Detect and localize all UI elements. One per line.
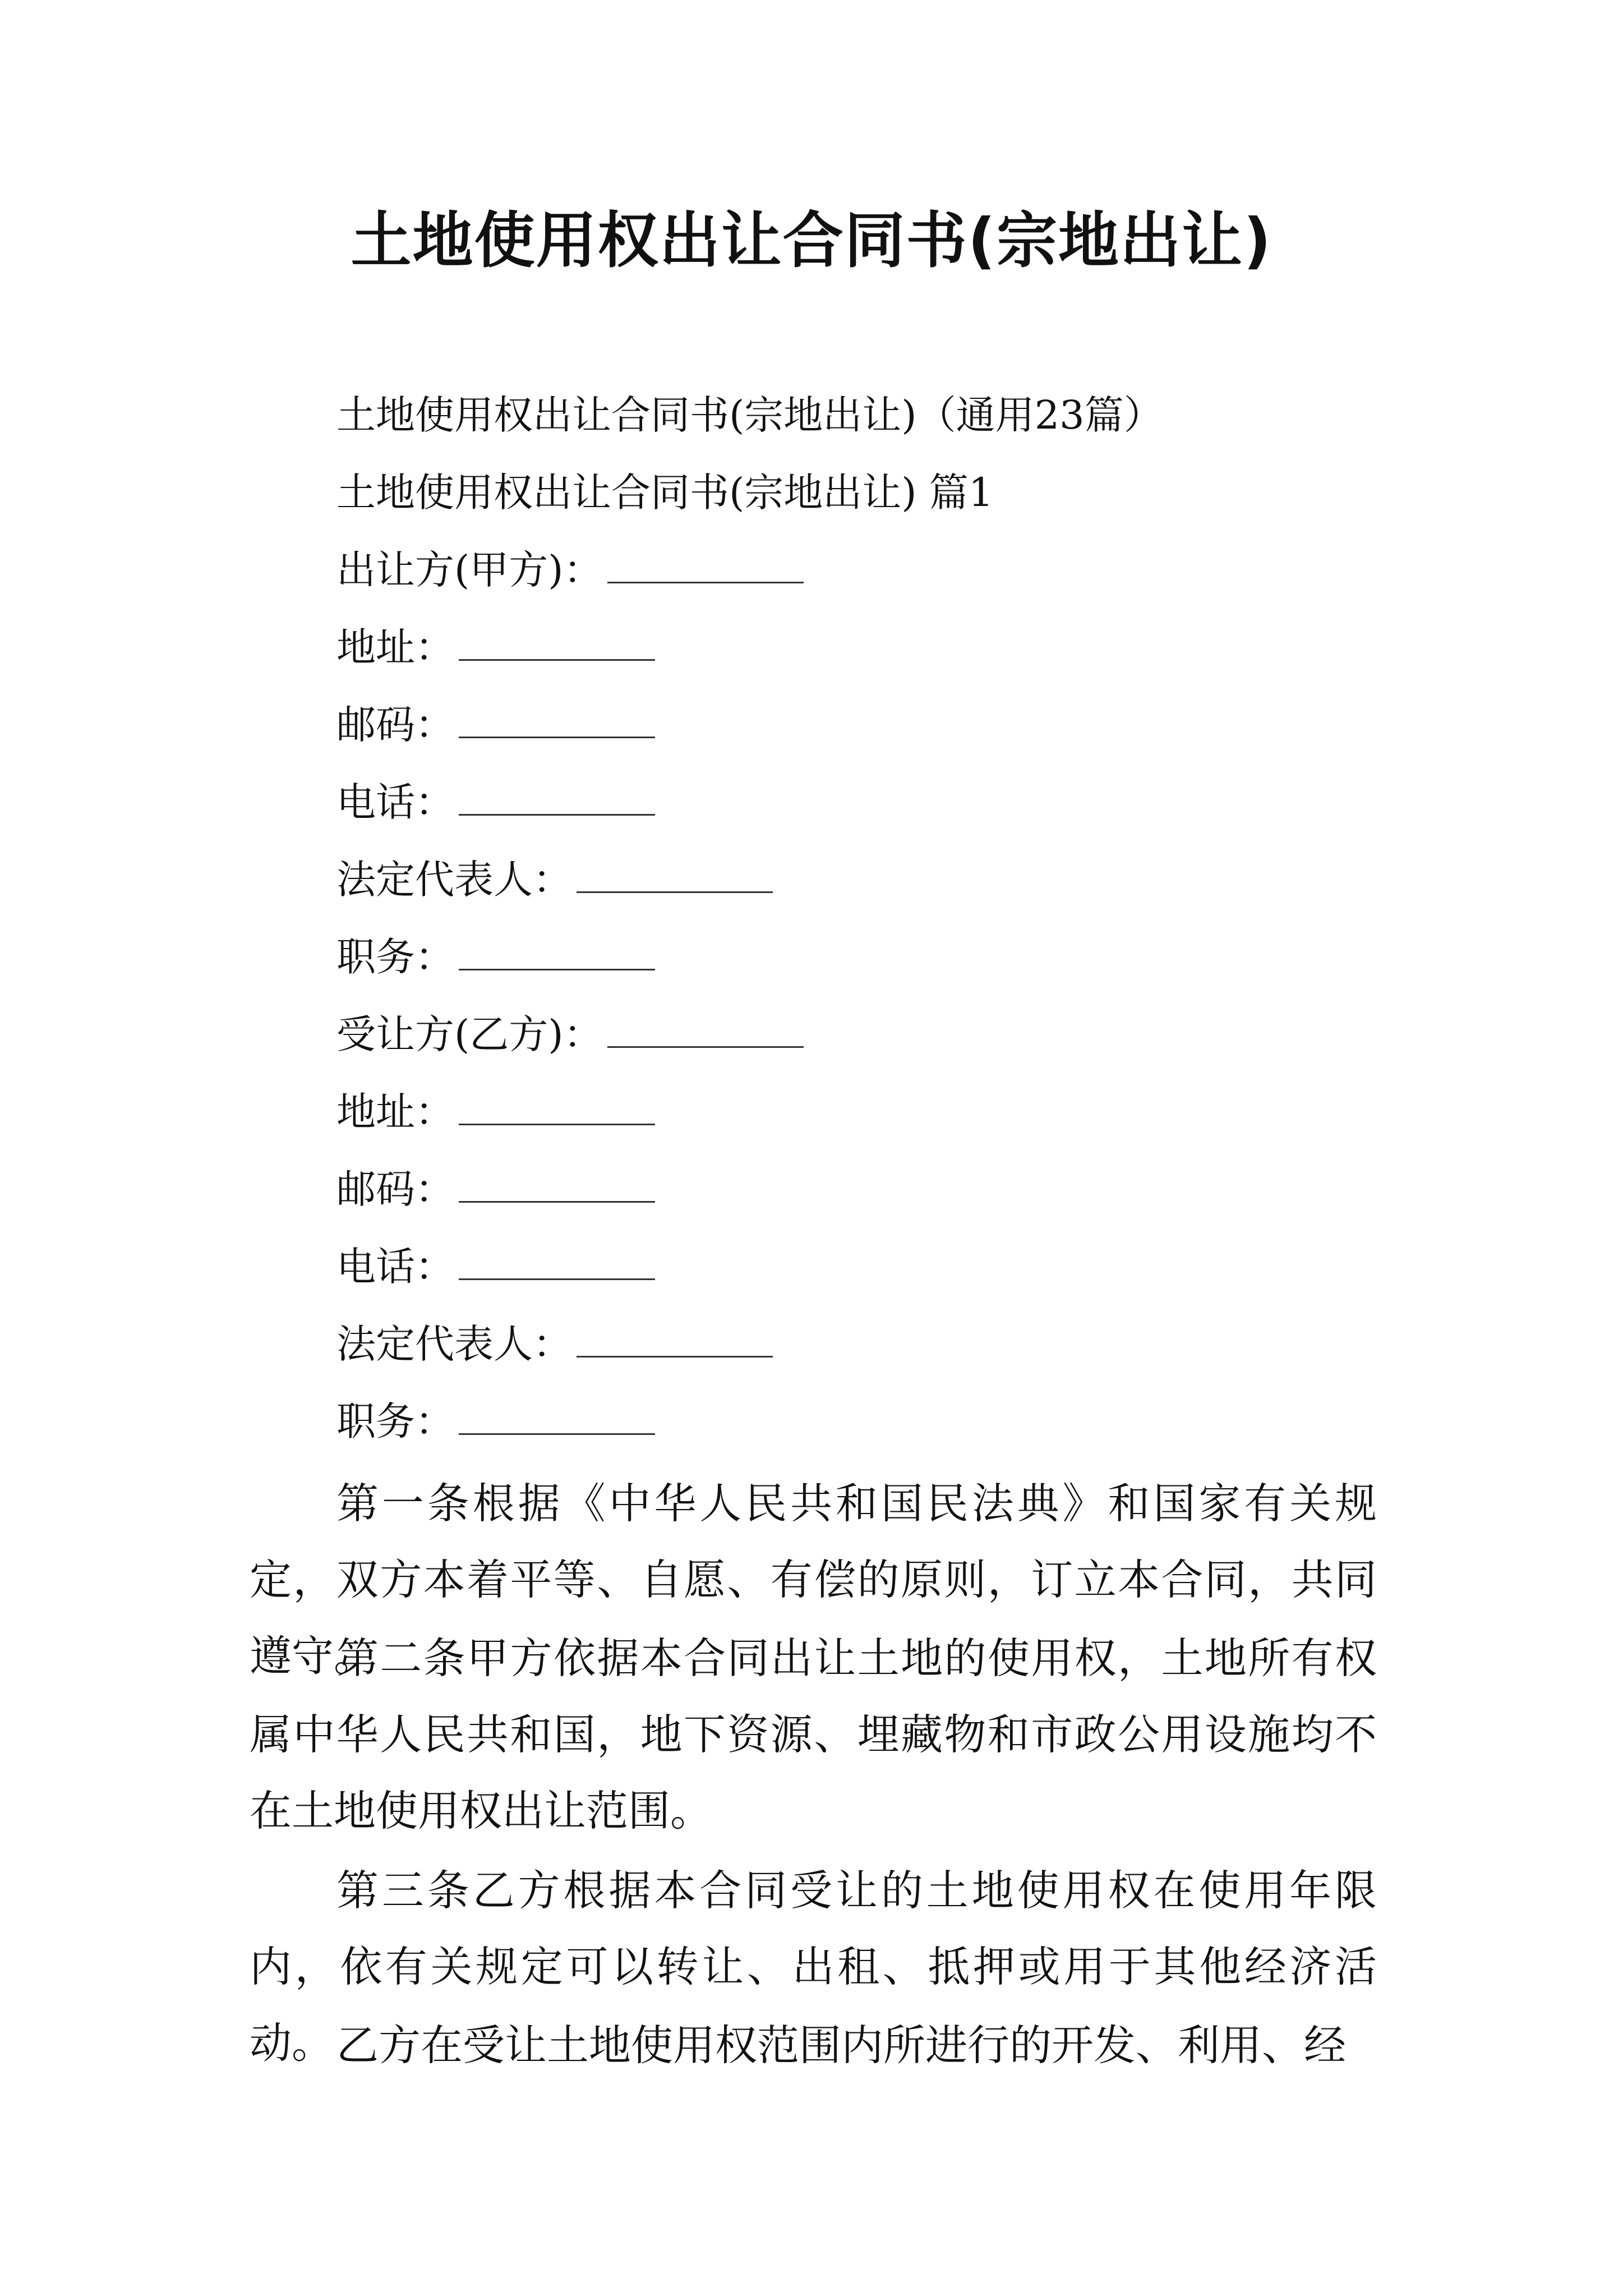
article-1: 第一条根据《中华人民共和国民法典》和国家有关规定，双方本着平等、自愿、有偿的原则，订立本合同，共同遵守。: [250, 1479, 1377, 1681]
party-b-legal-rep-label: 法定代表人：: [336, 1321, 572, 1367]
party-b-phone-label: 电话：: [336, 1244, 454, 1290]
party-a-phone-label: 电话：: [336, 779, 454, 825]
document-subtitle: [336, 387, 1163, 443]
party-b-legal-rep-blank: [577, 1322, 773, 1358]
party-a-row: [336, 542, 804, 598]
party-a-legal-rep-row: [336, 852, 773, 908]
party-b-position-label: 职务：: [336, 1398, 454, 1444]
section-heading-text: 土地使用权出让合同书(宗地出让) 篇1: [336, 470, 994, 516]
party-b-address-label: 地址：: [336, 1089, 454, 1135]
party-b-blank: [607, 1013, 804, 1048]
party-a-position-label: 职务：: [336, 934, 454, 980]
party-b-position-row: [336, 1393, 655, 1450]
party-b-address-blank: [459, 1090, 655, 1125]
party-a-address-row: [336, 619, 655, 675]
party-b-label: 受让方(乙方)：: [336, 1011, 603, 1057]
party-b-postcode-row: [336, 1161, 655, 1217]
party-a-legal-rep-blank: [577, 858, 773, 893]
party-a-blank: [607, 548, 804, 583]
party-a-position-blank: [459, 935, 655, 970]
article-3: 第三条乙方根据本合同受让的土地使用权在使用年限内，依有关规定可以转让、出租、抵押或用于其他经济活动。: [250, 1866, 1377, 2068]
party-a-address-label: 地址：: [336, 624, 454, 670]
party-b-legal-rep-row: [336, 1316, 773, 1372]
party-a-label: 出让方(甲方)：: [336, 547, 603, 593]
party-a-postcode-blank: [459, 703, 655, 738]
party-b-phone-blank: [459, 1245, 655, 1280]
article-3-continuation: 乙方在受让土地使用权范围内所进行的开发、利用、经: [336, 2021, 1347, 2070]
document-title: 土地使用权出让合同书(宗地出让): [351, 206, 1272, 276]
party-a-phone-row: [336, 774, 655, 830]
party-a-postcode-label: 邮码：: [336, 702, 454, 748]
article-2: 第二条甲方依据本合同出让土地的使用权，土地所有权属中华人民共和国，地下资源、埋藏物和市政公用设施均不在土地使用权出让范围。: [250, 1634, 1377, 1835]
party-a-phone-blank: [459, 780, 655, 816]
party-b-row: [336, 1006, 804, 1062]
section-heading: [336, 464, 993, 521]
party-b-postcode-blank: [459, 1167, 655, 1203]
party-a-address-blank: [459, 625, 655, 661]
party-a-postcode-row: [336, 697, 655, 753]
party-b-position-blank: [459, 1400, 655, 1435]
party-a-legal-rep-label: 法定代表人：: [336, 857, 572, 903]
party-b-postcode-label: 邮码：: [336, 1166, 454, 1212]
party-b-phone-row: [336, 1239, 655, 1295]
party-a-position-row: [336, 929, 655, 985]
subtitle-text: 土地使用权出让合同书(宗地出让)（通用23篇）: [336, 392, 1163, 438]
party-b-address-row: [336, 1084, 655, 1140]
